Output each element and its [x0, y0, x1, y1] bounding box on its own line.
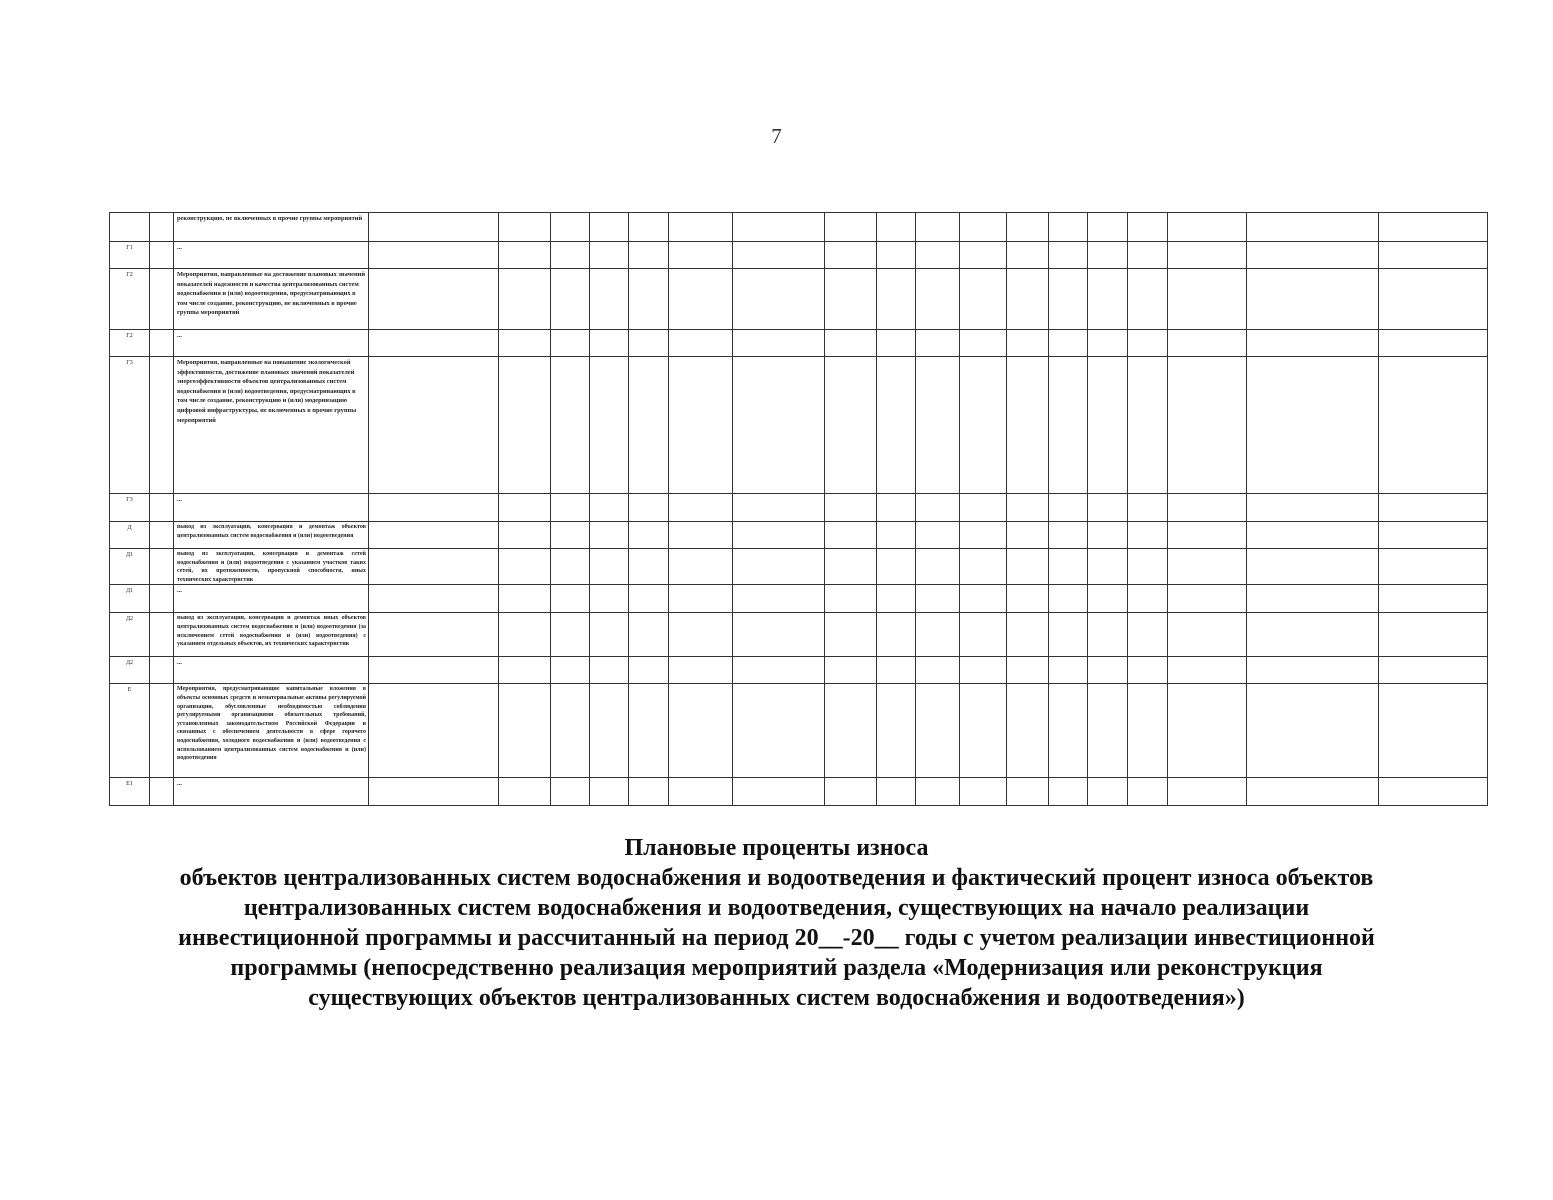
table-cell [590, 585, 629, 613]
table-cell [877, 778, 916, 806]
table-cell [1049, 269, 1088, 330]
table-cell [499, 684, 551, 778]
table-cell [150, 684, 174, 778]
row-code: Г1 [110, 242, 150, 269]
table-cell [150, 269, 174, 330]
table-cell [825, 269, 877, 330]
table-cell [1379, 549, 1488, 585]
table-cell [916, 585, 960, 613]
table-cell [877, 549, 916, 585]
table-cell [877, 330, 916, 357]
table-cell [877, 357, 916, 494]
table-cell [1088, 549, 1128, 585]
table-cell [499, 357, 551, 494]
table-cell [1168, 684, 1247, 778]
table-cell [916, 330, 960, 357]
row-code: Г3 [110, 357, 150, 494]
table-row [110, 330, 1488, 357]
table-row [110, 522, 1488, 549]
table-cell [733, 213, 825, 242]
table-cell [825, 242, 877, 269]
row-code: Д [110, 522, 150, 549]
table-cell [1379, 213, 1488, 242]
table-cell [629, 549, 669, 585]
table-cell [1247, 549, 1379, 585]
table-cell [669, 242, 733, 269]
table-cell [916, 494, 960, 522]
table-cell [1088, 330, 1128, 357]
table-cell [590, 330, 629, 357]
table-cell [1379, 330, 1488, 357]
table-cell [1049, 494, 1088, 522]
row-description: ... [174, 330, 369, 357]
table-cell [1379, 684, 1488, 778]
table-cell [1007, 494, 1049, 522]
table-cell [1088, 778, 1128, 806]
heading-line: объектов централизованных систем водоснабжения и водоотведения и фактический процент износа объектов [179, 865, 1374, 891]
table-cell [150, 357, 174, 494]
table-cell [960, 684, 1007, 778]
row-code: Д1 [110, 549, 150, 585]
table-cell [1379, 585, 1488, 613]
table-cell [499, 522, 551, 549]
table-cell [1128, 522, 1168, 549]
table-cell [733, 684, 825, 778]
table-cell [629, 778, 669, 806]
table-cell [916, 778, 960, 806]
table-cell [1128, 213, 1168, 242]
table-cell [499, 494, 551, 522]
row-code: Е1 [110, 778, 150, 806]
table-cell [669, 357, 733, 494]
table-cell [825, 613, 877, 657]
table-cell [916, 269, 960, 330]
table-cell [960, 357, 1007, 494]
table-cell [1247, 684, 1379, 778]
table-cell [1007, 330, 1049, 357]
table-cell [369, 213, 499, 242]
table-cell [369, 494, 499, 522]
table-cell [916, 357, 960, 494]
table-row [110, 242, 1488, 269]
table-cell [551, 213, 590, 242]
row-code [110, 213, 150, 242]
table-cell [499, 213, 551, 242]
table-cell [1168, 269, 1247, 330]
table-cell [590, 357, 629, 494]
table-cell [1088, 357, 1128, 494]
table-cell [960, 585, 1007, 613]
table-cell [877, 613, 916, 657]
table-cell [590, 778, 629, 806]
table-cell [499, 657, 551, 684]
table-cell [669, 657, 733, 684]
table-cell [499, 778, 551, 806]
table-cell [551, 585, 590, 613]
table-cell [590, 269, 629, 330]
table-cell [629, 613, 669, 657]
table-cell [1247, 357, 1379, 494]
table-cell [1049, 684, 1088, 778]
row-description: вывод из эксплуатации, консервация и демонтаж иных объектов централизованных систем водоснабжения и (или) водоотведения (за исключением сетей водоснабжения и (или) водоотведения) с указанием отдельных объектов, их технических характеристик [174, 613, 369, 657]
table-cell [369, 269, 499, 330]
table-cell [1049, 613, 1088, 657]
table-cell [1168, 613, 1247, 657]
table-cell [590, 684, 629, 778]
table-cell [1128, 242, 1168, 269]
table-cell [551, 269, 590, 330]
table-cell [877, 494, 916, 522]
table-cell [499, 613, 551, 657]
table-cell [1088, 585, 1128, 613]
table-cell [590, 549, 629, 585]
table-cell [733, 585, 825, 613]
table-cell [629, 357, 669, 494]
table-cell [1168, 522, 1247, 549]
table-cell [499, 549, 551, 585]
table-cell [960, 657, 1007, 684]
row-description: ... [174, 657, 369, 684]
table-cell [916, 522, 960, 549]
table-cell [825, 357, 877, 494]
table-cell [1247, 213, 1379, 242]
table-cell [1007, 684, 1049, 778]
table-cell [369, 657, 499, 684]
table-cell [1088, 684, 1128, 778]
table-cell [1128, 684, 1168, 778]
table-cell [1128, 549, 1168, 585]
row-code: Г3 [110, 494, 150, 522]
table-cell [1049, 213, 1088, 242]
table-cell [590, 242, 629, 269]
table-cell [1007, 549, 1049, 585]
table-cell [669, 585, 733, 613]
table-cell [1088, 213, 1128, 242]
table-cell [150, 494, 174, 522]
table-cell [1168, 242, 1247, 269]
row-code: Г2 [110, 330, 150, 357]
table-cell [669, 522, 733, 549]
row-description: Мероприятия, направленные на достижение плановых значений показателей надежности и качества централизованных систем водоснабжения и (или) водоотведения, предусматривающих в том числе создание, реконструкцию, не включенных в прочие группы мероприятий [174, 269, 369, 330]
table-cell [916, 213, 960, 242]
table-cell [877, 213, 916, 242]
table-cell [1247, 657, 1379, 684]
table-cell [150, 549, 174, 585]
table-cell [551, 778, 590, 806]
heading-line: Плановые проценты износа [624, 835, 929, 861]
table-cell [551, 330, 590, 357]
table-cell [369, 549, 499, 585]
table-cell [669, 330, 733, 357]
table-cell [1128, 778, 1168, 806]
table-cell [369, 522, 499, 549]
table-cell [825, 585, 877, 613]
table-cell [960, 330, 1007, 357]
table-cell [1128, 613, 1168, 657]
heading-line: централизованных систем водоснабжения и водоотведения, существующих на начало реализации [243, 895, 1310, 921]
table-cell [669, 494, 733, 522]
table-cell [825, 330, 877, 357]
table-cell [499, 269, 551, 330]
table-cell [150, 242, 174, 269]
table-cell [499, 585, 551, 613]
table-cell [551, 684, 590, 778]
table-cell [369, 778, 499, 806]
table-cell [916, 613, 960, 657]
table-cell [1247, 494, 1379, 522]
table-cell [916, 549, 960, 585]
row-description: реконструкцию, не включенных в прочие группы мероприятий [174, 213, 369, 242]
table-cell [1379, 522, 1488, 549]
table-cell [150, 213, 174, 242]
table-cell [733, 613, 825, 657]
table-cell [877, 242, 916, 269]
table-cell [1247, 522, 1379, 549]
table-cell [825, 549, 877, 585]
table-cell [960, 613, 1007, 657]
table-cell [551, 242, 590, 269]
table-cell [960, 522, 1007, 549]
table-cell [499, 242, 551, 269]
page-number: 7 [771, 124, 782, 148]
table-cell [1379, 657, 1488, 684]
table-cell [629, 657, 669, 684]
table-cell [733, 269, 825, 330]
table-cell [877, 522, 916, 549]
row-description: вывод из эксплуатации, консервация и демонтаж объектов централизованных систем водоснабжения и (или) водоотведения [174, 522, 369, 549]
table-row [110, 613, 1488, 657]
table-cell [825, 522, 877, 549]
table-cell [1247, 330, 1379, 357]
table-cell [877, 585, 916, 613]
table-cell [1088, 657, 1128, 684]
table-cell [669, 778, 733, 806]
table-cell [629, 585, 669, 613]
table-cell [551, 657, 590, 684]
table-cell [669, 269, 733, 330]
table-cell [1007, 613, 1049, 657]
row-code: Д1 [110, 585, 150, 613]
table-cell [1168, 778, 1247, 806]
table-cell [590, 522, 629, 549]
table-cell [1007, 778, 1049, 806]
table-cell [150, 657, 174, 684]
table-cell [877, 269, 916, 330]
table-cell [369, 613, 499, 657]
table-cell [551, 549, 590, 585]
table-cell [1128, 357, 1168, 494]
table-cell [1088, 522, 1128, 549]
heading-line: программы (непосредственно реализация мероприятий раздела «Модернизация или реконструкция [230, 955, 1323, 981]
table-cell [1088, 494, 1128, 522]
table-row [110, 494, 1488, 522]
table-cell [825, 494, 877, 522]
table-cell [1128, 330, 1168, 357]
table-cell [1168, 657, 1247, 684]
table-cell [960, 269, 1007, 330]
table-cell [369, 585, 499, 613]
table-cell [551, 522, 590, 549]
table-cell [1049, 330, 1088, 357]
investment-table [109, 212, 1488, 806]
table-cell [1049, 357, 1088, 494]
table-cell [629, 269, 669, 330]
table-cell [916, 657, 960, 684]
table-row [110, 778, 1488, 806]
table-cell [1247, 242, 1379, 269]
table-cell [1247, 585, 1379, 613]
table-cell [1007, 269, 1049, 330]
table-cell [960, 213, 1007, 242]
row-description: вывод из эксплуатации, консервация и демонтаж сетей водоснабжения и (или) водоотведения с указанием участков таких сетей, их протяженности, пропускной способности, иных технических характеристик [174, 549, 369, 585]
table-cell [1379, 613, 1488, 657]
table-cell [150, 613, 174, 657]
table-cell [669, 213, 733, 242]
row-code: Е [110, 684, 150, 778]
row-code: Д2 [110, 613, 150, 657]
table-cell [150, 522, 174, 549]
table-cell [1247, 613, 1379, 657]
table-cell [960, 242, 1007, 269]
table-cell [1168, 213, 1247, 242]
table-cell [1168, 549, 1247, 585]
table-cell [669, 549, 733, 585]
table-row [110, 269, 1488, 330]
table-cell [1088, 269, 1128, 330]
table-cell [150, 585, 174, 613]
table-cell [1088, 613, 1128, 657]
table-cell [629, 213, 669, 242]
table-cell [1007, 657, 1049, 684]
table-cell [825, 684, 877, 778]
table-cell [1128, 657, 1168, 684]
table-cell [590, 494, 629, 522]
table-cell [551, 494, 590, 522]
table-cell [733, 494, 825, 522]
table-cell [1168, 357, 1247, 494]
table-cell [551, 357, 590, 494]
table-cell [960, 778, 1007, 806]
table-cell [629, 242, 669, 269]
table-cell [1128, 269, 1168, 330]
table-cell [960, 549, 1007, 585]
row-description: Мероприятия, предусматривающие капитальные вложения в объекты основных средств и нематериальные активы регулируемой организации, обусловленные необходимостью соблюдения регулируемыми организациями обязательных требований, установленных законодательством Российской Федерации и связанных с обеспечением деятельности в сфере горячего водоснабжения, холодного водоснабжения и (или) водоотведения с использованием централизованных систем водоснабжения и (или) водоотведения [174, 684, 369, 778]
table-cell [1379, 357, 1488, 494]
row-code: Г2 [110, 269, 150, 330]
table-cell [1128, 494, 1168, 522]
table-cell [1049, 522, 1088, 549]
table-cell [1128, 585, 1168, 613]
table-cell [1168, 330, 1247, 357]
table-cell [369, 330, 499, 357]
table-cell [733, 357, 825, 494]
table-cell [1007, 213, 1049, 242]
table-cell [916, 684, 960, 778]
table-cell [1049, 549, 1088, 585]
table-cell [1049, 778, 1088, 806]
table-cell [551, 613, 590, 657]
table-cell [733, 549, 825, 585]
section-heading [0, 833, 1553, 1013]
table-cell [1007, 585, 1049, 613]
table-cell [629, 494, 669, 522]
table-cell [960, 494, 1007, 522]
row-description: ... [174, 585, 369, 613]
table-row [110, 357, 1488, 494]
table-cell [733, 778, 825, 806]
table-cell [825, 213, 877, 242]
table-cell [733, 522, 825, 549]
row-description: ... [174, 494, 369, 522]
table-cell [1247, 778, 1379, 806]
table-cell [1379, 494, 1488, 522]
table-cell [733, 242, 825, 269]
table-cell [877, 684, 916, 778]
table-cell [1049, 657, 1088, 684]
table-row [110, 213, 1488, 242]
table-cell [733, 657, 825, 684]
table-cell [1049, 242, 1088, 269]
table-cell [1379, 778, 1488, 806]
table-cell [629, 330, 669, 357]
heading-line: существующих объектов централизованных систем водоснабжения и водоотведения») [308, 985, 1245, 1011]
table-cell [369, 242, 499, 269]
table-row [110, 585, 1488, 613]
table-cell [1168, 585, 1247, 613]
table-cell [669, 613, 733, 657]
table-row [110, 549, 1488, 585]
table-cell [499, 330, 551, 357]
table-cell [1088, 242, 1128, 269]
table-cell [1168, 494, 1247, 522]
table-cell [629, 522, 669, 549]
table-cell [733, 330, 825, 357]
table-cell [150, 330, 174, 357]
table-cell [1379, 242, 1488, 269]
table-cell [1379, 269, 1488, 330]
table-cell [369, 357, 499, 494]
row-code: Д2 [110, 657, 150, 684]
table-cell [590, 613, 629, 657]
table-cell [877, 657, 916, 684]
table-cell [669, 684, 733, 778]
table-cell [369, 684, 499, 778]
table-cell [1049, 585, 1088, 613]
table-cell [1007, 242, 1049, 269]
table-cell [150, 778, 174, 806]
table-row [110, 657, 1488, 684]
row-description: ... [174, 778, 369, 806]
table-cell [916, 242, 960, 269]
row-description: ... [174, 242, 369, 269]
table-cell [629, 684, 669, 778]
table-cell [1007, 357, 1049, 494]
table-cell [1247, 269, 1379, 330]
row-description: Мероприятия, направленные на повышение экологической эффективности, достижение плановых значений показателей энергоэффективности объектов централизованных систем водоснабжения и (или) водоотведения, предусматривающих в том числе создание, реконструкцию и (или) модернизацию цифровой инфраструктуры, не включенных в прочие группы мероприятий [174, 357, 369, 494]
table-cell [825, 657, 877, 684]
table-cell [590, 213, 629, 242]
table-cell [825, 778, 877, 806]
table-cell [590, 657, 629, 684]
table-row [110, 684, 1488, 778]
heading-line: инвестиционной программы и рассчитанный на период 20__-20__ годы с учетом реализации инвестиционной [178, 925, 1375, 951]
table-cell [1007, 522, 1049, 549]
